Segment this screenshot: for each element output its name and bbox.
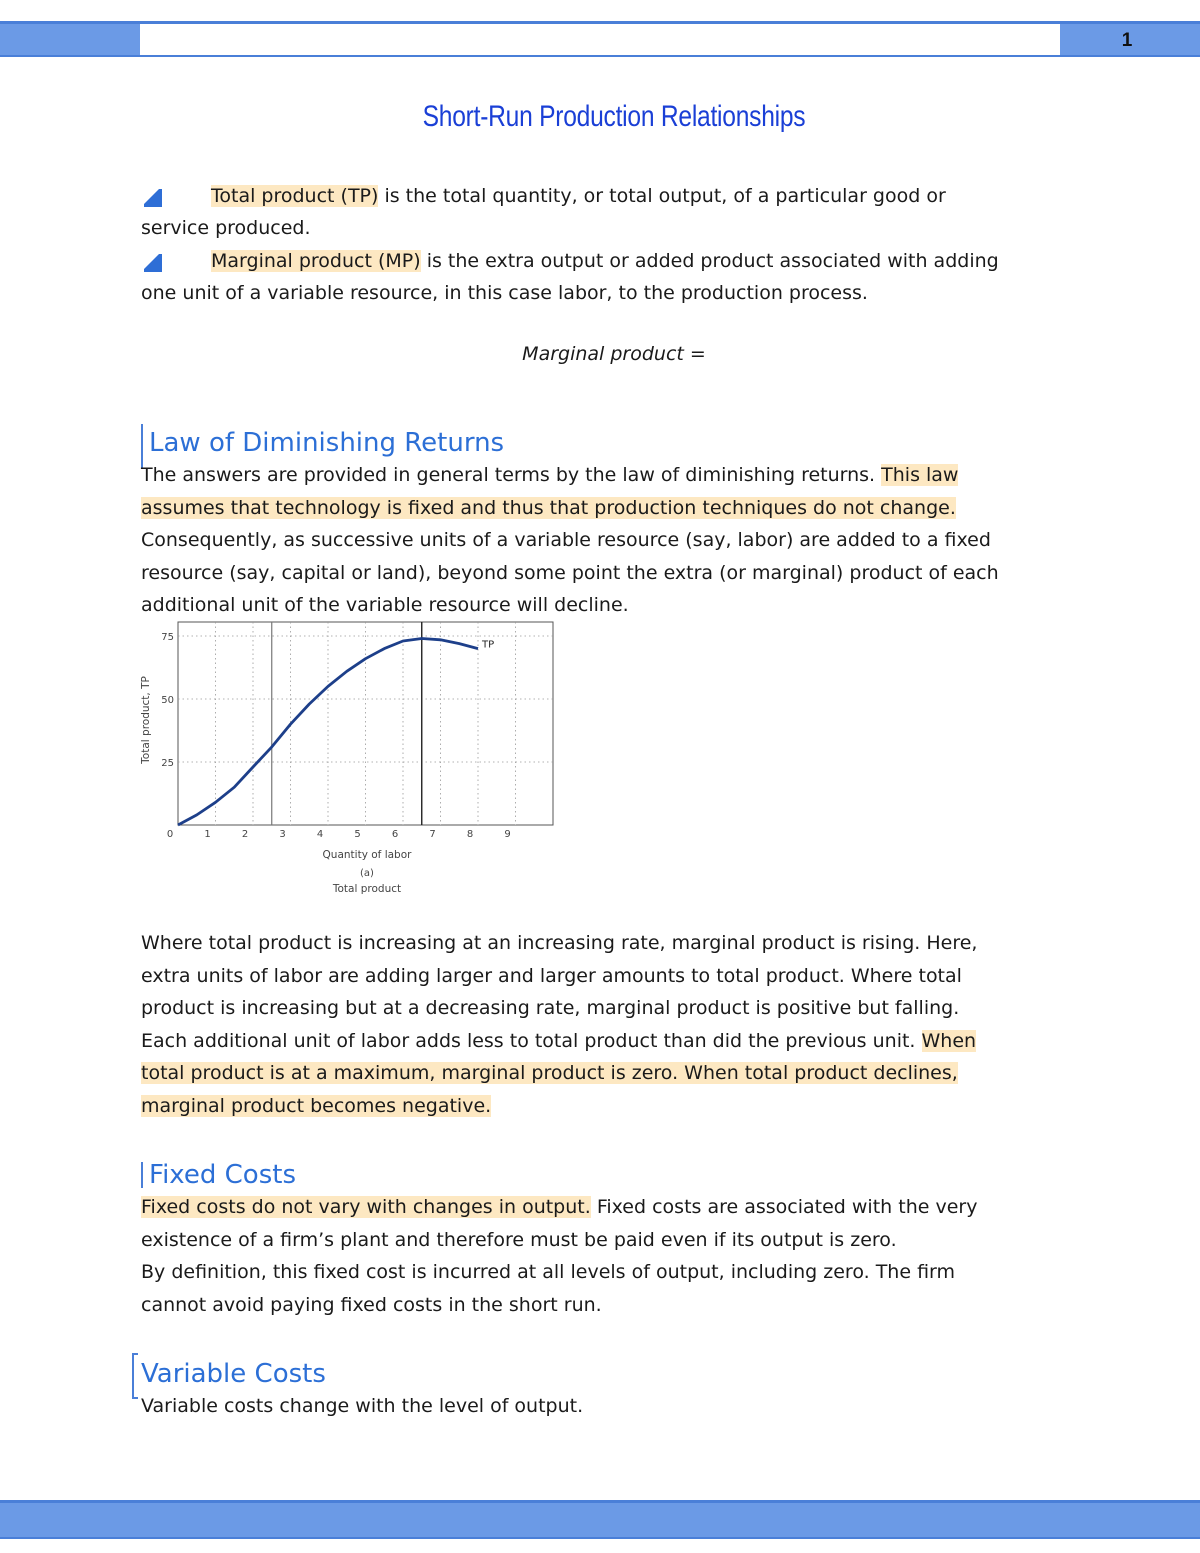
y-axis-label: Total product, TP <box>140 676 152 764</box>
highlighted-text: marginal product becomes negative. <box>141 1094 492 1117</box>
page-number: 1 <box>1121 30 1133 51</box>
text-segment: By definition, this fixed cost is incurred at all levels of output, including zero. The firm <box>141 1261 956 1283</box>
paragraph-line <box>141 1025 976 1058</box>
text-segment: product is increasing but at a decreasing rate, marginal product is positive but falling. <box>141 997 960 1019</box>
highlighted-text: Fixed costs do not vary with changes in output. <box>141 1196 591 1218</box>
bullet-tp-line1: Total product (TP) is the total quantity, or total output, of a particular good or <box>211 185 946 207</box>
caption-letter: (a) <box>360 868 374 879</box>
caption: Total product <box>332 883 402 895</box>
x-tick-label: 5 <box>354 829 361 840</box>
series-label: TP <box>482 639 495 651</box>
paragraph-line <box>141 589 629 622</box>
x-tick-label: 4 <box>316 829 324 840</box>
x-tick-label: 7 <box>429 829 436 840</box>
footer-rule-bottom <box>0 1537 1200 1539</box>
variable-costs-heading: Variable Costs <box>141 1359 326 1389</box>
text-segment: Fixed costs are associated with the very <box>590 1196 978 1218</box>
bullet-mp-line2: one unit of a variable resource, in this case labor, to the production process. <box>141 282 868 304</box>
paragraph-line <box>141 1057 958 1090</box>
paragraph-line <box>141 1191 977 1224</box>
paragraph-line <box>141 492 956 525</box>
text-segment: existence of a firm’s plant and therefore must be paid even if its output is zero. <box>141 1228 897 1251</box>
paragraph-line <box>141 1289 602 1322</box>
checkbox-bullet-icon <box>144 189 162 207</box>
text-segment: additional unit of the variable resource will decline. <box>141 594 629 616</box>
text-segment: resource (say, capital or land), beyond some point the extra (or marginal) product of each <box>141 561 999 584</box>
heading-bracket <box>132 1353 138 1399</box>
highlighted-text: assumes that technology is fixed and thus that production techniques do not change. <box>141 496 956 519</box>
paragraph-line <box>141 557 999 590</box>
highlighted-text: This law <box>881 464 959 486</box>
x-tick-label: 3 <box>279 829 286 840</box>
y-tick-label: 75 <box>161 632 174 643</box>
paragraph-line <box>141 960 962 993</box>
law-heading: Law of Diminishing Returns <box>149 428 505 458</box>
text-segment: Where total product is increasing at an increasing rate, marginal product is rising. Here, <box>141 932 978 954</box>
highlighted-text: total product is at a maximum, marginal product is zero. When total product declines, <box>141 1062 958 1084</box>
paragraph-line <box>141 459 958 492</box>
paragraph-line <box>141 1224 897 1257</box>
text-segment: Each additional unit of labor adds less to total product than did the previous unit. <box>141 1029 922 1052</box>
header-rule <box>0 21 1200 24</box>
total-product-chart <box>135 620 560 895</box>
header-rule-bottom <box>0 55 1200 57</box>
text-segment: extra units of labor are adding larger and larger amounts to total product. Where total <box>141 964 962 987</box>
tp-chart-svg <box>135 620 560 895</box>
x-tick-label: 1 <box>204 829 211 840</box>
heading-marker <box>141 1162 143 1188</box>
paragraph-line <box>141 1256 955 1289</box>
fixed-costs-heading: Fixed Costs <box>149 1160 296 1190</box>
plot-frame <box>178 622 553 825</box>
marginal-product-formula: Marginal product = <box>522 343 706 365</box>
text-segment: cannot avoid paying fixed costs in the short run. <box>141 1293 602 1316</box>
bullet-mp-line1: Marginal product (MP) is the extra output or added product associated with adding <box>211 250 999 272</box>
paragraph-line <box>141 992 959 1025</box>
x-tick-label: 9 <box>504 829 511 840</box>
x-tick-label: 6 <box>391 829 399 840</box>
highlighted-text: When <box>921 1029 977 1052</box>
x-tick-label: 2 <box>241 829 249 840</box>
header-left-band <box>0 24 140 56</box>
variable-costs-text: Variable costs change with the level of output. <box>141 1395 584 1417</box>
x-axis-label: Quantity of labor <box>322 849 412 861</box>
paragraph-line <box>141 927 977 960</box>
x-tick-label: 8 <box>466 829 474 840</box>
y-tick-label: 25 <box>161 758 174 769</box>
page-title: Short-Run Production Relationships <box>422 100 806 133</box>
checkbox-bullet-icon <box>144 254 162 272</box>
x-tick-label: 0 <box>166 829 174 840</box>
paragraph-line <box>141 1090 491 1123</box>
tp-curve <box>178 639 478 826</box>
paragraph-line <box>141 524 991 557</box>
y-tick-label: 50 <box>161 695 174 706</box>
text-segment: The answers are provided in general terms by the law of diminishing returns. <box>141 464 882 486</box>
footer-band <box>0 1503 1200 1538</box>
text-segment: Consequently, as successive units of a variable resource (say, labor) are added to a fixed <box>141 529 991 551</box>
bullet-tp-line2: service produced. <box>141 217 311 239</box>
